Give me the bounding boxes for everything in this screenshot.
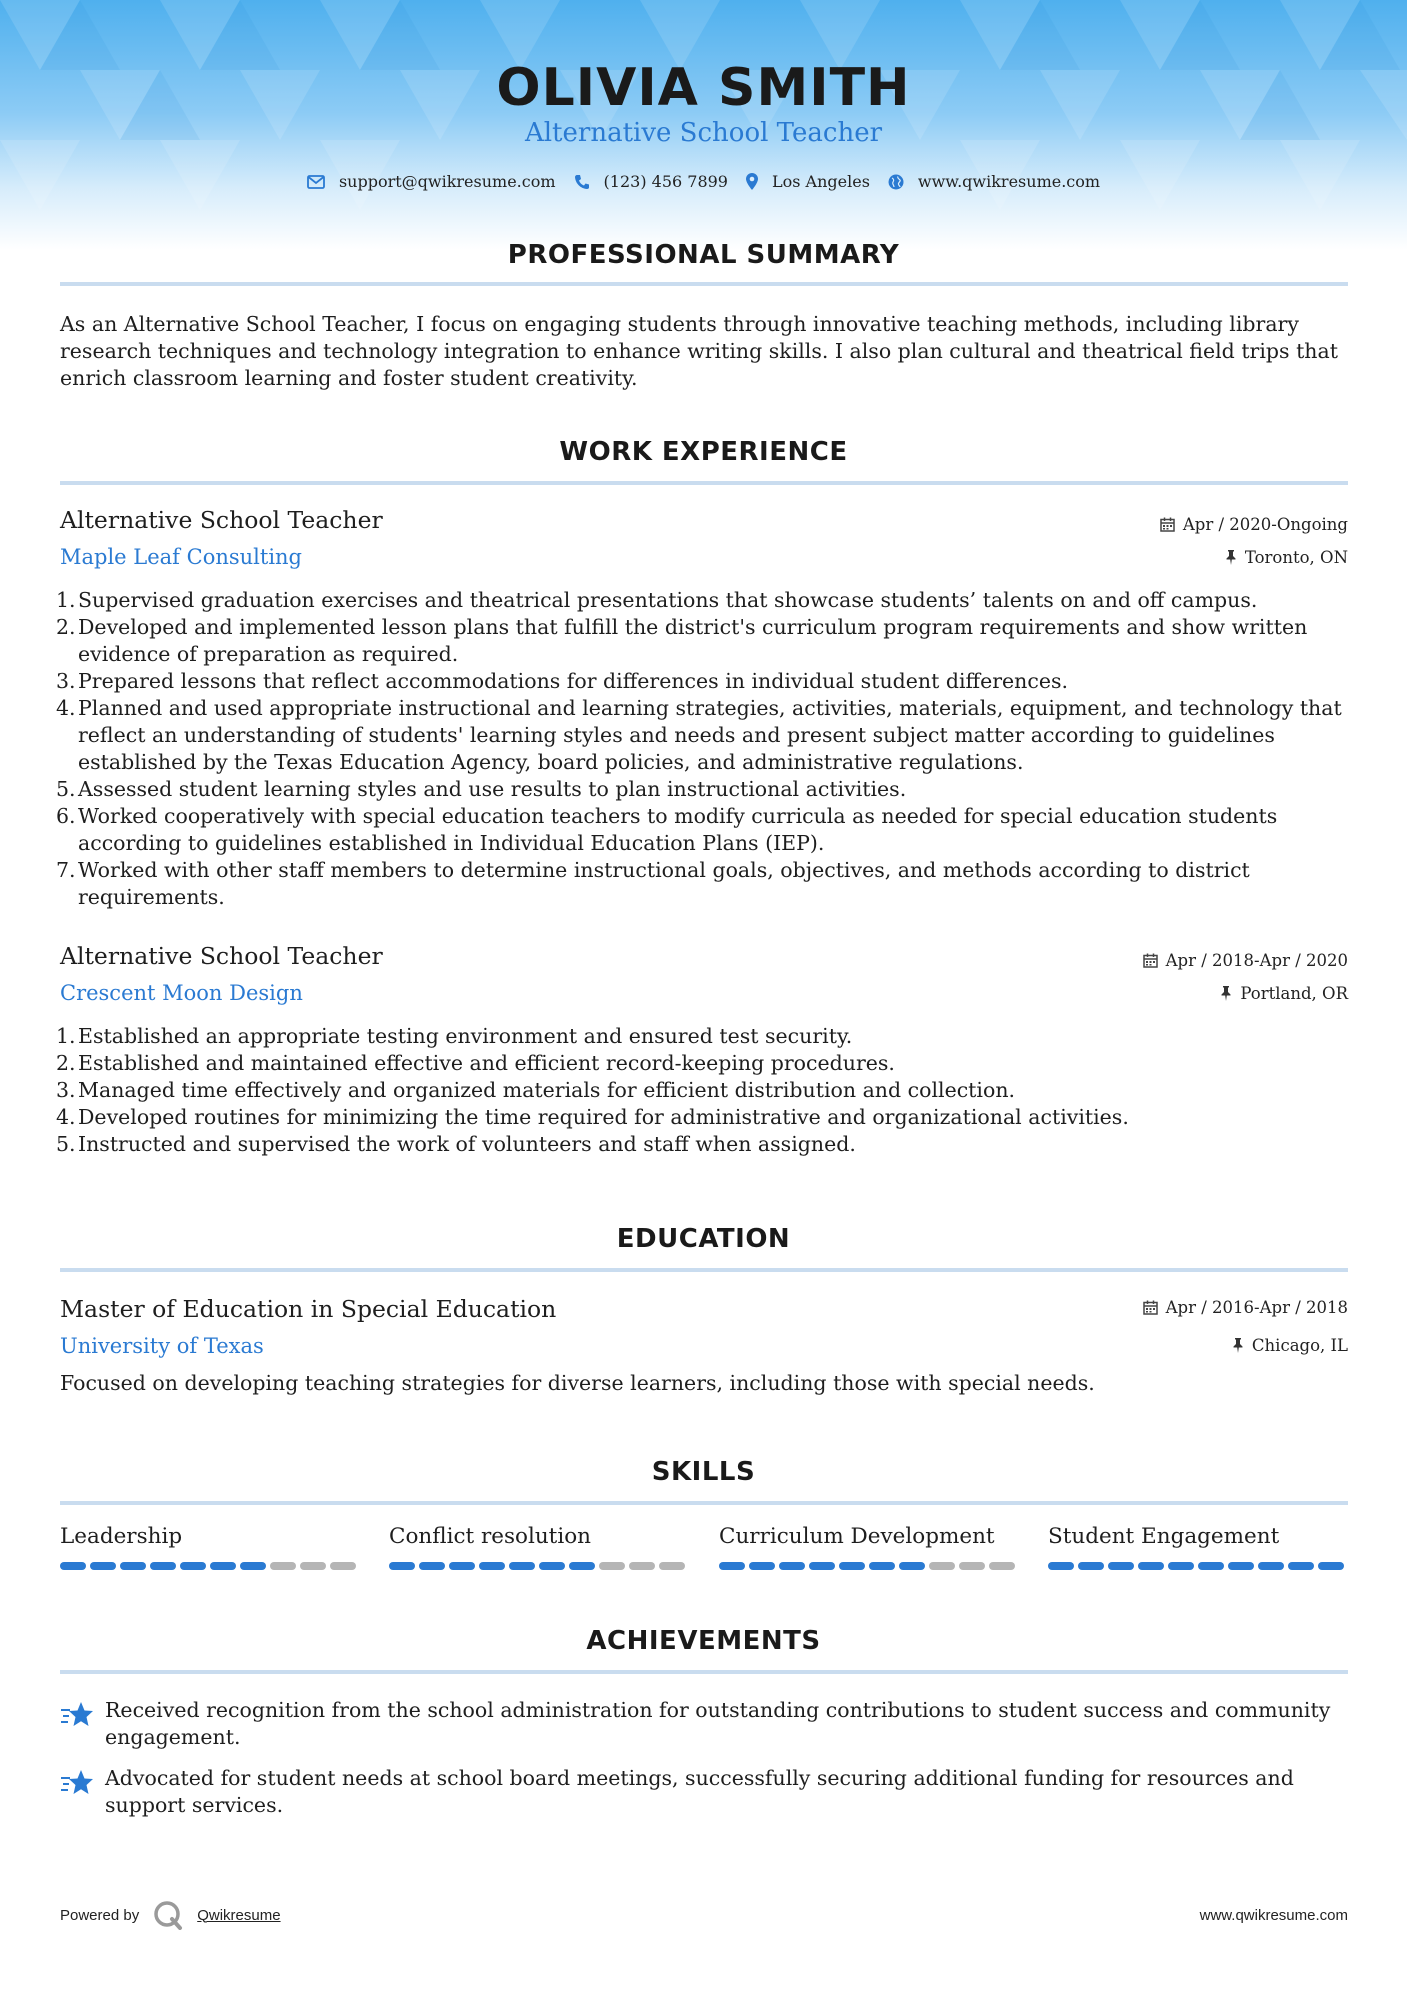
skill-name: Student Engagement (1048, 1524, 1280, 1549)
powered-by-label: Powered by (60, 1906, 140, 1924)
skill-dot-empty (989, 1562, 1015, 1570)
list-item: 1. Established an appropriate testing environment and ensured test security. (56, 1024, 853, 1048)
achievement-item (60, 1765, 1350, 1819)
skill-dot-filled (1078, 1562, 1104, 1570)
skill-name: Curriculum Development (719, 1524, 995, 1549)
envelope-icon (307, 175, 325, 189)
skill-dot-filled (120, 1562, 146, 1570)
education-dates (1143, 1298, 1348, 1317)
summary-text: As an Alternative School Teacher, I focus on engaging students through innovative teaching methods, including library research techniques and technology integration to enhance writing skills. I also plan cultural and theatrical field trips that enrich classroom learning and foster student creativity. (60, 312, 1338, 390)
skill-dot-filled (1108, 1562, 1134, 1570)
achievements-section-title: ACHIEVEMENTS (586, 1626, 821, 1656)
skill-dot-filled (419, 1562, 445, 1570)
skill-dot-empty (330, 1562, 356, 1570)
skill-dot-filled (719, 1562, 745, 1570)
company-name: Maple Leaf Consulting (60, 545, 303, 569)
contact-phone[interactable] (574, 172, 728, 191)
contact-email[interactable] (307, 172, 556, 191)
achievement-text: Received recognition from the school administration for outstanding contributions to student success and community engagement. (105, 1698, 1331, 1749)
skill-dot-filled (1258, 1562, 1284, 1570)
skill-dot-filled (180, 1562, 206, 1570)
skill-item (389, 1524, 689, 1570)
list-item: 5. Instructed and supervised the work of volunteers and staff when assigned. (56, 1132, 856, 1156)
star-award-icon (60, 1769, 94, 1797)
contact-email-text: support@qwikresume.com (338, 172, 556, 191)
skill-dot-empty (629, 1562, 655, 1570)
education-description: Focused on developing teaching strategies for diverse learners, including those with special needs. (60, 1371, 1095, 1395)
skill-dot-filled (569, 1562, 595, 1570)
skill-dot-filled (60, 1562, 86, 1570)
skill-dot-empty (959, 1562, 985, 1570)
brand-link[interactable]: Qwikresume (197, 1906, 281, 1924)
summary-section-title: PROFESSIONAL SUMMARY (507, 240, 900, 270)
skill-dot-filled (1168, 1562, 1194, 1570)
job-responsibilities (56, 587, 1350, 911)
list-item: 5. Assessed student learning styles and use results to plan instructional activities. (56, 777, 907, 801)
contact-website-text: www.qwikresume.com (917, 172, 1101, 191)
skill-dot-filled (479, 1562, 505, 1570)
list-item: 4. Planned and used appropriate instructional and learning strategies, activities, materials, equipment, and technology that reflect an understanding of students' learning styles and needs and present subject matter according to guidelines established by the Texas Education Agency, board policies, and administrative regulations. (56, 696, 1342, 774)
list-item: 3. Managed time effectively and organized materials for efficient distribution and collection. (56, 1078, 1016, 1102)
skill-name: Conflict resolution (389, 1524, 591, 1549)
skill-dot-filled (899, 1562, 925, 1570)
skill-dot-filled (1318, 1562, 1344, 1570)
education-location (1232, 1336, 1348, 1355)
experience-section-title: WORK EXPERIENCE (559, 437, 848, 467)
list-item: 7. Worked with other staff members to determine instructional goals, objectives, and methods according to district requirements. (56, 858, 1250, 909)
achievements-divider (60, 1670, 1348, 1674)
skill-dot-filled (869, 1562, 895, 1570)
school-name: University of Texas (60, 1334, 264, 1358)
footer-website[interactable]: www.qwikresume.com (1199, 1907, 1348, 1924)
contact-location (746, 172, 870, 191)
job-location (1225, 548, 1348, 567)
list-item: 2. Established and maintained effective and efficient record-keeping procedures. (56, 1051, 895, 1075)
skill-dot-filled (449, 1562, 475, 1570)
phone-icon (574, 174, 590, 190)
globe-icon (888, 174, 904, 190)
calendar-icon (1160, 517, 1175, 532)
pushpin-icon (1225, 550, 1237, 565)
list-item: 1. Supervised graduation exercises and theatrical presentations that showcase students’ talents on and off campus. (56, 588, 1258, 612)
skill-dot-empty (659, 1562, 685, 1570)
candidate-role: Alternative School Teacher (524, 118, 883, 148)
skill-dot-empty (300, 1562, 326, 1570)
achievement-item (60, 1697, 1350, 1751)
skill-dot-filled (839, 1562, 865, 1570)
skill-dot-filled (210, 1562, 236, 1570)
list-item: 6. Worked cooperatively with special education teachers to modify curricula as needed for special education students according to guidelines established in Individual Education Plans (IEP). (56, 804, 1278, 855)
skill-level-bar (389, 1562, 689, 1570)
pushpin-icon (1232, 1338, 1244, 1353)
skill-name: Leadership (60, 1524, 183, 1549)
job-dates-text: Apr / 2018-Apr / 2020 (1165, 951, 1348, 970)
education-divider (60, 1268, 1348, 1272)
experience-divider (60, 481, 1348, 485)
education-dates-text: Apr / 2016-Apr / 2018 (1165, 1298, 1348, 1317)
skills-divider (60, 1501, 1348, 1505)
qwikresume-logo-icon (153, 1900, 183, 1930)
education-section-title: EDUCATION (616, 1224, 791, 1254)
job-title: Alternative School Teacher (60, 506, 383, 534)
skill-dot-filled (389, 1562, 415, 1570)
skill-dot-empty (599, 1562, 625, 1570)
skill-dot-empty (270, 1562, 296, 1570)
job-location (1220, 984, 1348, 1003)
list-item: 4. Developed routines for minimizing the time required for administrative and organizational activities. (56, 1105, 1129, 1129)
contact-website[interactable] (888, 172, 1100, 191)
skill-dot-empty (929, 1562, 955, 1570)
skill-dot-filled (509, 1562, 535, 1570)
job-dates-text: Apr / 2020-Ongoing (1182, 515, 1348, 534)
contact-bar (0, 172, 1407, 191)
skill-dot-filled (1048, 1562, 1074, 1570)
list-item: 3. Prepared lessons that reflect accommodations for differences in individual student differences. (56, 669, 1069, 693)
skill-item (1048, 1524, 1348, 1570)
skill-level-bar (60, 1562, 360, 1570)
contact-phone-text: (123) 456 7899 (603, 172, 728, 191)
skill-dot-filled (90, 1562, 116, 1570)
skill-item (719, 1524, 1019, 1570)
skill-dot-filled (1198, 1562, 1224, 1570)
job-dates (1143, 951, 1348, 970)
skill-dot-filled (539, 1562, 565, 1570)
job-location-text: Portland, OR (1240, 984, 1348, 1003)
skill-dot-filled (1228, 1562, 1254, 1570)
skill-dot-filled (749, 1562, 775, 1570)
candidate-name: OLIVIA SMITH (496, 58, 911, 118)
contact-location-text: Los Angeles (771, 172, 870, 191)
calendar-icon (1143, 953, 1158, 968)
job-responsibilities (56, 1023, 1350, 1158)
company-name: Crescent Moon Design (60, 981, 303, 1005)
pushpin-icon (1220, 986, 1232, 1001)
job-title: Alternative School Teacher (60, 942, 383, 970)
achievement-text: Advocated for student needs at school board meetings, successfully securing additional funding for resources and support services. (105, 1766, 1294, 1817)
job-location-text: Toronto, ON (1244, 548, 1348, 567)
star-award-icon (60, 1701, 94, 1729)
education-location-text: Chicago, IL (1251, 1336, 1348, 1355)
skill-item (60, 1524, 360, 1570)
job-dates (1160, 515, 1348, 534)
skill-dot-filled (240, 1562, 266, 1570)
skill-dot-filled (779, 1562, 805, 1570)
skill-level-bar (1048, 1562, 1348, 1570)
skill-dot-filled (150, 1562, 176, 1570)
calendar-icon (1143, 1300, 1158, 1315)
footer-powered-by (60, 1900, 281, 1930)
skill-level-bar (719, 1562, 1019, 1570)
map-marker-icon (746, 173, 758, 190)
skills-section-title: SKILLS (651, 1457, 756, 1487)
skill-dot-filled (1288, 1562, 1314, 1570)
summary-divider (60, 282, 1348, 286)
skill-dot-filled (1138, 1562, 1164, 1570)
degree-title: Master of Education in Special Education (60, 1295, 557, 1323)
skill-dot-filled (809, 1562, 835, 1570)
list-item: 2. Developed and implemented lesson plans that fulfill the district's curriculum program requirements and show written evidence of preparation as required. (56, 615, 1308, 666)
